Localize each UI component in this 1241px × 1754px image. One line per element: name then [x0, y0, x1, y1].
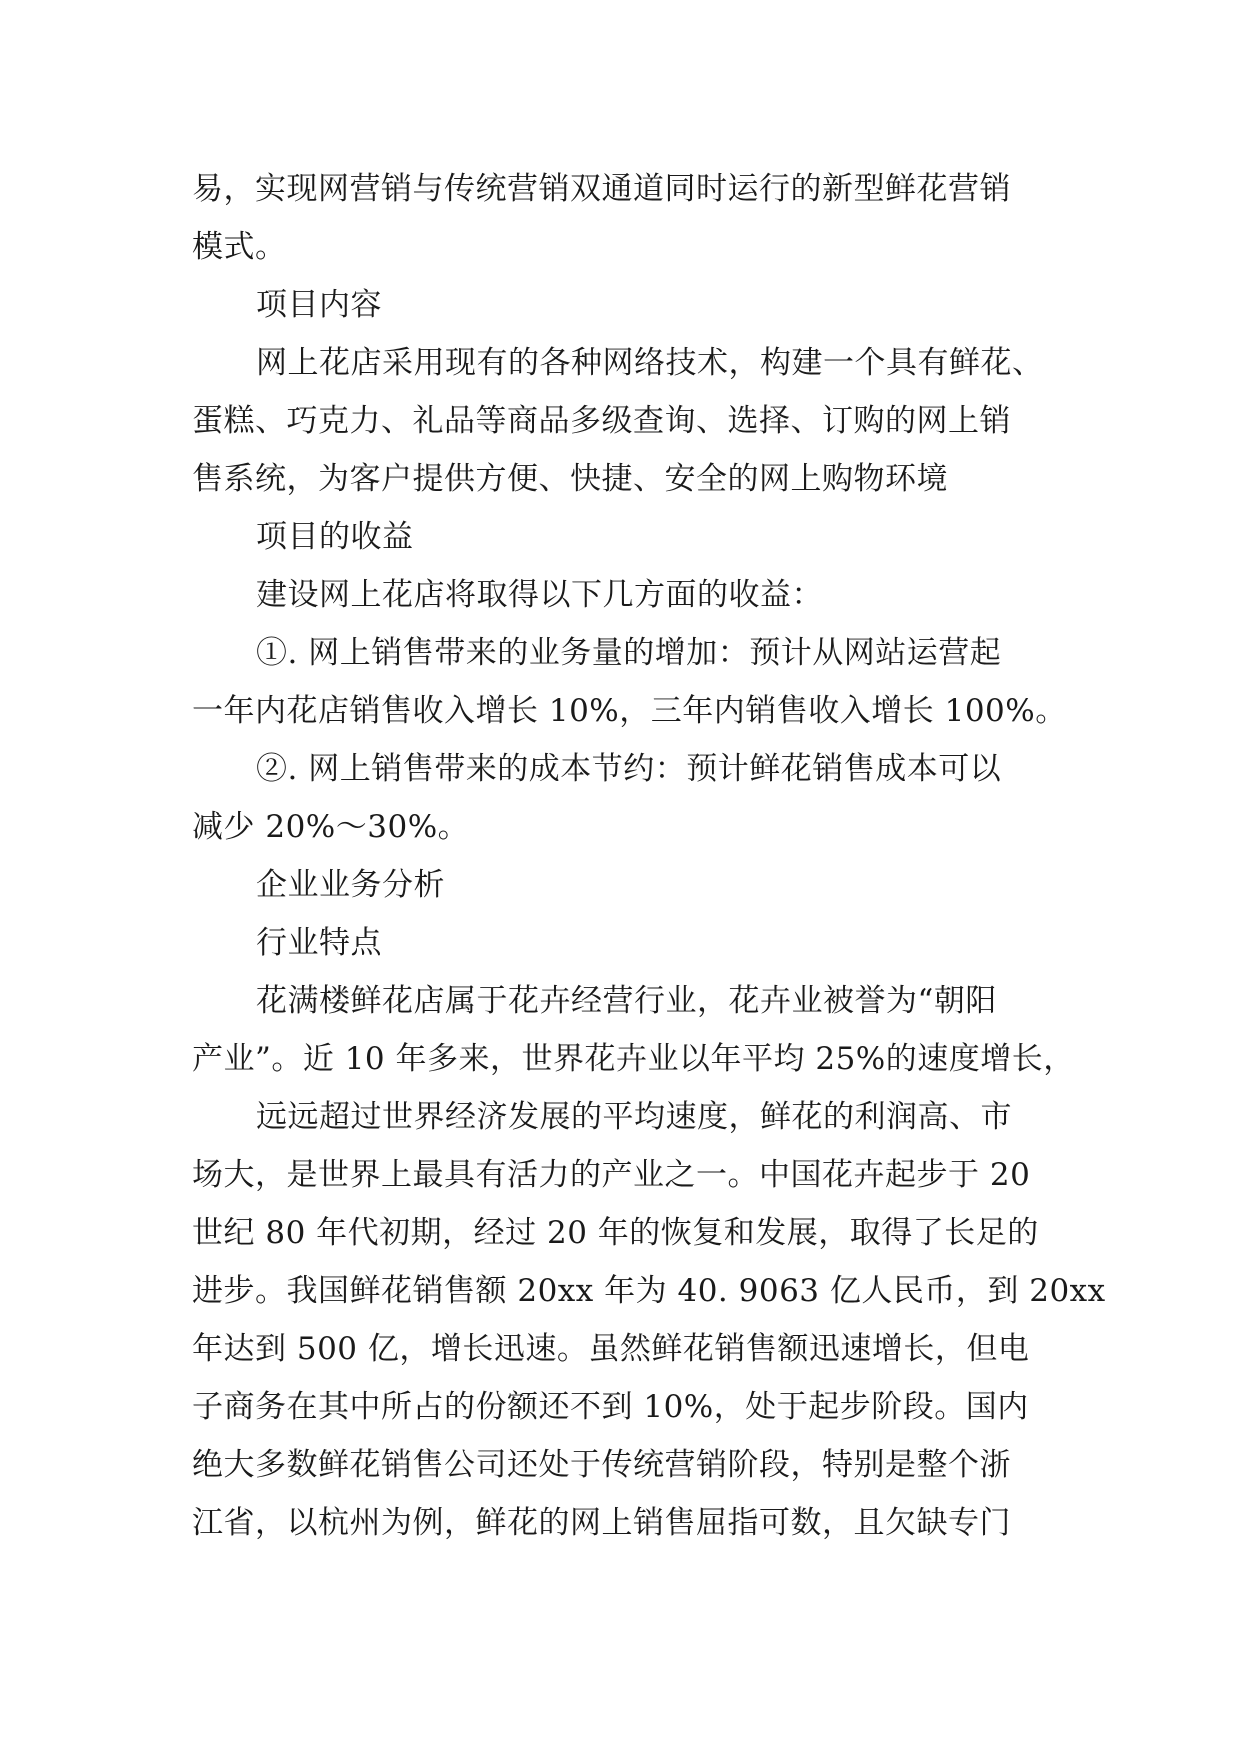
section-heading: 企业业务分析: [256, 867, 445, 903]
text-line: 绝大多数鲜花销售公司还处于传统营销阶段，特别是整个浙: [192, 1447, 1011, 1483]
text-line: 远远超过世界经济发展的平均速度，鲜花的利润高、市: [256, 1099, 1012, 1135]
text-line: 减少 20%～30%。: [192, 809, 470, 845]
text-line: 年达到 500 亿，增长迅速。虽然鲜花销售额迅速增长，但电: [192, 1331, 1030, 1367]
text-line: 江省，以杭州为例，鲜花的网上销售屈指可数，且欠缺专门: [192, 1505, 1011, 1541]
text-line: 网上花店采用现有的各种网络技术，构建一个具有鲜花、: [256, 345, 1044, 381]
text-line: 售系统，为客户提供方便、快捷、安全的网上购物环境: [192, 461, 948, 497]
text-line: 蛋糕、巧克力、礼品等商品多级查询、选择、订购的网上销: [192, 403, 1011, 439]
text-line: 建设网上花店将取得以下几方面的收益：: [256, 577, 823, 613]
text-line: ②. 网上销售带来的成本节约：预计鲜花销售成本可以: [256, 751, 1002, 787]
text-line: 场大，是世界上最具有活力的产业之一。中国花卉起步于 20: [192, 1157, 1031, 1193]
text-line: 一年内花店销售收入增长 10%，三年内销售收入增长 100%。: [192, 693, 1067, 729]
text-line: 易，实现网营销与传统营销双通道同时运行的新型鲜花营销: [192, 171, 1011, 207]
text-line: 进步。我国鲜花销售额 20xx 年为 40. 9063 亿人民币，到 20xx: [192, 1273, 1106, 1309]
text-line: ①. 网上销售带来的业务量的增加：预计从网站运营起: [256, 635, 1002, 671]
section-heading: 项目内容: [256, 287, 382, 323]
text-line: 模式。: [192, 229, 287, 265]
text-line: 产业”。近 10 年多来，世界花卉业以年平均 25%的速度增长，: [192, 1041, 1075, 1077]
text-line: 花满楼鲜花店属于花卉经营行业，花卉业被誉为“朝阳: [256, 983, 997, 1019]
section-heading: 项目的收益: [256, 519, 414, 555]
document-page: [192, 160, 1106, 1552]
section-heading: 行业特点: [256, 925, 382, 961]
text-line: 子商务在其中所占的份额还不到 10%，处于起步阶段。国内: [192, 1389, 1029, 1425]
text-line: 世纪 80 年代初期，经过 20 年的恢复和发展，取得了长足的: [192, 1215, 1039, 1251]
